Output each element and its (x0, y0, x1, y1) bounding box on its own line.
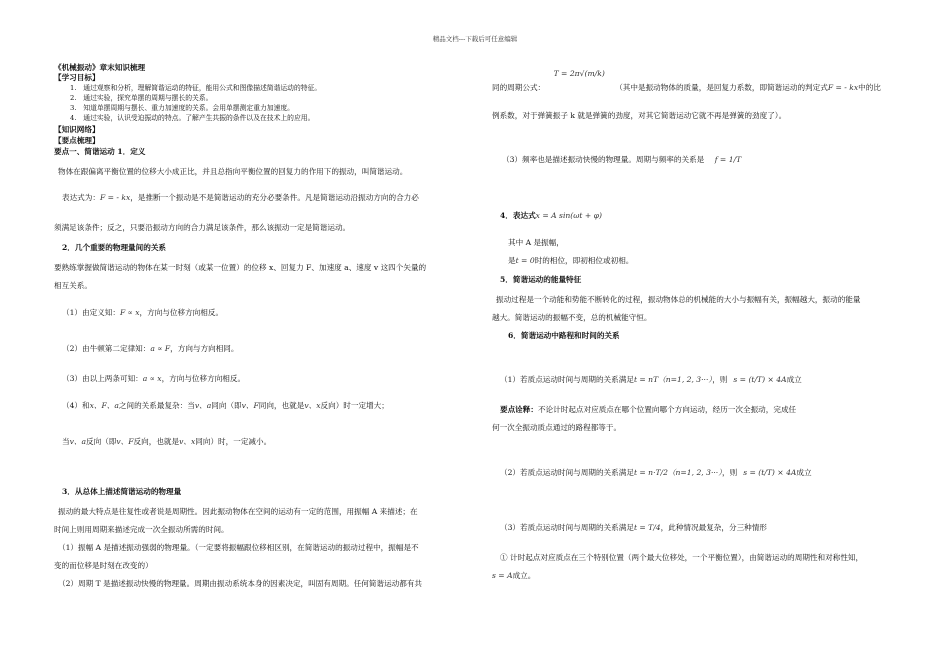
case-formula: t = nT (633, 375, 659, 384)
relation-text: （3）由以上两条可知： (62, 374, 143, 383)
note-text: 不论计时起点对应质点在哪个位置向哪个方向运动，经历一次全振动，完成任 (537, 405, 797, 414)
goals-heading: 【学习目标】 (54, 73, 100, 82)
case-text: 成立 (796, 468, 812, 477)
period-label: 同的周期公式： (492, 83, 546, 92)
expression-continuation: 须满足该条件；反之，只要沿振动方向的合力满足该条件，那么该振动一定是简谐运动。 (54, 223, 351, 232)
relation-item-5 (62, 436, 271, 447)
section-5-heading: 5．简谐运动的能量特征 (500, 275, 582, 284)
section-2-intro: 要熟练掌握做简谐运动的物体在某一时刻（或某一位置）的位移 x、回复力 F、加速度 a、速度 v 这四个矢量的 (54, 263, 427, 272)
frequency-formula: f = 1/T (714, 155, 742, 164)
path-case-1 (500, 374, 802, 385)
case-text: （2）若质点运动时间与周期的关系满足 (500, 468, 634, 477)
section-2-heading: 2．几个重要的物理量间的关系 (62, 243, 167, 252)
relation-text: ，方向与方向相同。 (170, 344, 239, 353)
frequency-line (502, 154, 741, 165)
section-3-heading: 3．从总体上描述简谐运动的物理量 (62, 487, 182, 496)
relation-text: 同向，也就是 (258, 401, 305, 410)
relation-formula: v、F (241, 401, 259, 410)
relation-item-2 (62, 343, 238, 354)
case-text: 成立。 (512, 571, 536, 580)
relation-text: 之间的关系最复杂：当 (118, 401, 195, 410)
case-result-formula: s = (t/T) × 4A (733, 375, 787, 384)
note-text-cont: 何一次全振动质点通过的路程都等于。 (492, 423, 622, 432)
relation-text: （2）由牛顿第二定律知： (62, 344, 151, 353)
case-text: 成立 (786, 375, 802, 384)
case-formula: s = A (492, 571, 513, 580)
relation-formula: a ∝ F (150, 344, 171, 353)
relation-formula: F ∝ x (120, 308, 140, 317)
relation-formula: v、x (179, 437, 196, 446)
displacement-formula: x = A sin(ωt + φ) (535, 211, 602, 220)
section-3-text: 振动的最大特点是往复性或者说是周期性。因此振动物体在空间的运动有一定的范围，用振幅 A 来描述；在 (58, 507, 418, 516)
relation-formula: v、a (69, 437, 87, 446)
case-result-formula: s = (t/T) × 4A (743, 468, 797, 477)
period-note: 中的比 (858, 83, 881, 92)
section-6-heading: 6．简谐运动中路程和时间的关系 (508, 331, 620, 340)
case-formula: t = T/4 (633, 523, 661, 532)
energy-text: 越大。简谐运动的振幅不变，总的机械能守恒。 (492, 313, 652, 322)
summary-heading: 【要点梳理】 (54, 136, 100, 145)
expression-label: 表达式为： (62, 193, 100, 202)
period-formula: T = 2π√(m/k) (553, 69, 605, 78)
definition-text: 物体在跟偏离平衡位置的位移大小成正比，并且总指向平衡位置的回复力的作用下的振动，叫简谐运动。 (58, 167, 408, 176)
relation-formula: x、F、a (89, 401, 119, 410)
relation-text: 反向）时一定增大； (320, 401, 389, 410)
relation-item-3 (62, 373, 245, 384)
restoring-force-formula: F = - kx (99, 193, 131, 202)
section-4-line (500, 210, 602, 221)
expression-text: ，是推断一个振动是不是简谐运动的充分必要条件。凡是简谐运动沿振动方向的合力必 (130, 193, 419, 202)
case-range: （n=1, 2, 3···） (667, 468, 722, 477)
phase-text: 是 (508, 256, 516, 265)
relation-item-1 (62, 307, 223, 318)
case-text: （3）若质点运动时间与周期的关系满足 (500, 523, 634, 532)
amplitude-note: 其中 A 是振幅， (508, 238, 564, 247)
relation-formula: a ∝ x (142, 374, 162, 383)
relation-text: 反向，也就是 (133, 437, 180, 446)
energy-text: 振动过程是一个动能和势能不断转化的过程，振动物体总的机械能的大小与振幅有关，振幅越大，振动的能量 (496, 295, 861, 304)
case-formula: t = n·T/2 (633, 468, 668, 477)
case-text: ，则 (712, 375, 728, 384)
relation-item-4 (62, 400, 389, 411)
relation-text: ，方向与位移方向相反。 (161, 374, 246, 383)
relation-text: （4）和 (62, 401, 90, 410)
relation-text: 反向（即 (86, 437, 117, 446)
relation-text: 当 (62, 437, 70, 446)
relation-text: ，方向与位移方向相反。 (139, 308, 224, 317)
path-case-2 (500, 467, 812, 478)
page-header: 精品文档---下载后可任意编辑 (432, 35, 518, 43)
note-label: 要点诠释： (500, 405, 538, 414)
section-4-heading: 4．表达式 (500, 211, 536, 220)
period-item: （2）周期 T 是描述振动快慢的物理量。周期由振动系统本身的因素决定，叫固有周期。任何简谐运动都有共 (58, 579, 423, 588)
goal-item: 2. 通过实验，探究单摆的周期与摆长的关系。 (70, 94, 213, 102)
period-note: （其中是振动物体的质量，是回复力系数，即简谐运动的判定式 (615, 83, 828, 92)
expression-line (62, 192, 419, 203)
relation-text: （1）由定义知： (62, 308, 120, 317)
period-note-formula: F = - kx (827, 83, 859, 92)
phase-text: 时的相位，即初相位或初相。 (534, 256, 634, 265)
goal-item: 4. 通过实验，认识受迫振动的特点。了解产生共振的条件以及在技术上的应用。 (70, 114, 315, 122)
relation-text: 同向（即 (211, 401, 242, 410)
period-formula-line (492, 68, 881, 92)
goal-item: 3. 知道单摆周期与摆长、重力加速度的关系。会用单摆测定重力加速度。 (70, 104, 294, 112)
goal-item: 1. 通过观察和分析，理解简谐运动的特征，能用公式和图像描述简谐运动的特征。 (70, 84, 322, 92)
section-2-intro: 相互关系。 (54, 281, 92, 290)
case-text: ，则 (722, 468, 738, 477)
relation-formula: v、F (116, 437, 134, 446)
amplitude-item: 变的而位移是时刻在改变的） (54, 561, 153, 570)
case-3-subcase-1: ① 计时起点对应质点在三个特别位置（两个最大位移处，一个平衡位置），由简谐运动的周期性和对称性知， (500, 553, 864, 562)
period-note-cont: 例系数，对于弹簧振子 k 就是弹簧的劲度，对其它简谐运动它就不再是弹簧的劲度了）。 (492, 111, 787, 120)
relation-formula: v、a (194, 401, 212, 410)
network-heading: 【知识网络】 (54, 125, 100, 134)
amplitude-item: （1）振幅 A 是描述振动强弱的物理量。（一定要将振幅跟位移相区别，在简谐运动的振动过程中，振幅是不 (58, 543, 419, 552)
phase-note (508, 255, 633, 266)
section-1-heading: 要点一、简谐运动 1．定义 (54, 147, 146, 156)
frequency-text: （3）频率也是描述振动快慢的物理量。周期与频率的关系是 (502, 155, 705, 164)
document-title: 《机械振动》章末知识梳理 (54, 63, 146, 72)
note-line (500, 404, 796, 415)
relation-text: 同向）时，一定减小。 (195, 437, 272, 446)
section-3-text: 时间上则用周期来描述完成一次全振动所需的时间。 (54, 525, 229, 534)
path-case-3 (500, 522, 767, 533)
case-text: ，此种情况最复杂，分三种情形 (660, 523, 767, 532)
case-text: （1）若质点运动时间与周期的关系满足 (500, 375, 634, 384)
relation-formula: v、x (304, 401, 321, 410)
phase-formula: t = 0 (515, 256, 535, 265)
case-3-subcase-1-result (492, 570, 535, 581)
case-range: （n=1, 2, 3···） (658, 375, 713, 384)
